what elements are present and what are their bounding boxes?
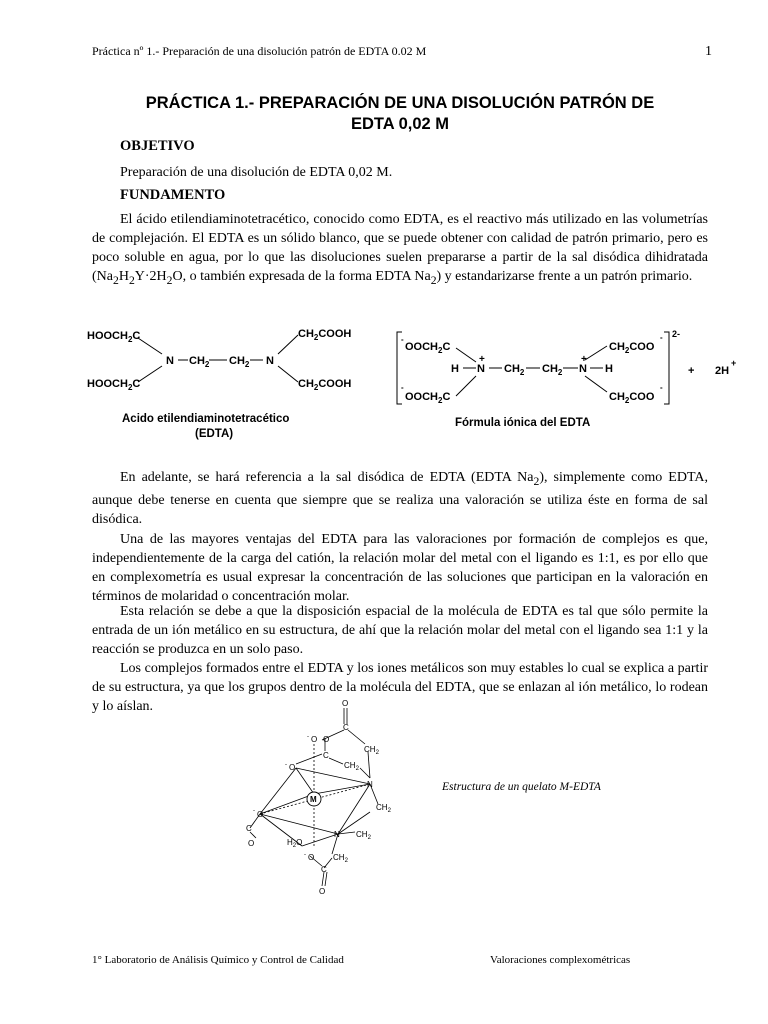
minus-o-2: - [285,762,287,768]
ion-charge-label: 2- [672,329,681,339]
hydrogen-right-label: H [605,363,613,375]
nitrogen-ion-right-label: N [579,363,587,375]
two-protons-label: 2H [715,365,730,377]
objetivo-text: Preparación de una disolución de EDTA 0,02 M. [120,165,393,180]
ch2-4: $CH_2$ [356,830,371,841]
paragraph-3: Una de las mayores ventajas del EDTA para las valoraciones por formación de complejos es que, independientemente de la carga del catión, la relación molar del metal con el ligando es 1:1, es por ello que en complexometría es usual expresar la concentración de las soluciones que participan en la valoración en términos de molaridad o concentración molar. [92,532,708,604]
ch2-5: $CH_2$ [333,853,348,864]
two-protons-plus: + [731,358,737,368]
running-title: Práctica nº 1.- Preparación de una disolución patrón de EDTA 0.02 M [92,44,427,58]
paragraph-5: Los complejos formados entre el EDTA y los iones metálicos son muy estables lo cual se explica a partir de su estructura, ya que los grupos dentro de la molécula del EDTA, que se enlazan al ión metálico, lo rodean y lo aíslan. [92,661,708,714]
fundamento-paragraph-1: El ácido etilendiaminotetracético, conocido como EDTA, es el reactivo más utilizado en las volumetrías de complejación. El EDTA es un sólido blanco, que se puede obtener con calidad de patrón primario, pero es poco soluble en agua, por lo que las disoluciones suelen prepararse a partir de la sal disódica dihidratada ($Na_2H_2Y\cdot 2H_2O$, o también expresada de la forma EDTA $Na_2$) y estandarizarse frente a un patrón primario. [92,212,708,287]
nitrogen-ion-left-label: N [477,363,485,375]
metal-label: M [310,795,317,804]
ch2-right-label: $CH_2$ [229,355,250,369]
minus-bottom-left: - [401,383,404,392]
objetivo-heading: OBJETIVO [120,138,195,154]
paragraph-4: Esta relación se debe a que la disposición espacial de la molécula de EDTA es tal que sólo permite la entrada de un ión metálico en su estructura, de ahí que la relación molar del metal con el ligando sea 1:1 y la reacción se produzca en un solo paso. [92,604,708,657]
carbonyl-o-5: O [319,887,326,896]
acid-caption-line-2: (EDTA) [195,428,234,440]
ooch2c-top-label: $OOCH_2C$ [405,341,451,355]
oxygen-3: O [257,810,264,819]
footer-right: Valoraciones complexométricas [490,954,631,966]
minus-top-right: - [660,333,663,342]
carbon-2: C [323,751,329,760]
water-ligand: $H_2O$ [287,838,303,849]
carbon-3: C [246,824,252,833]
ooch2c-bottom-label: $OOCH_2C$ [405,391,451,405]
minus-o-1: - [307,734,309,740]
running-header [92,44,712,59]
carbon-5: C [321,865,327,874]
hooch2c-bottom-label: $HOOCH_2C$ [87,378,141,392]
acid-bonds [138,335,298,382]
plus-sign-label: + [688,365,695,377]
fundamento-heading: FUNDAMENTO [120,187,226,203]
title-line-2: EDTA 0,02 M [350,115,450,133]
ch2coo-bottom-label: $CH_2COO$ [609,391,655,405]
plus-left: + [479,354,485,365]
chelate-structure-figure [230,696,430,896]
plus-right: + [581,354,587,365]
page-number: 1 [705,44,712,59]
ch2cooh-top-label: $CH_2COOH$ [298,328,352,342]
carbonyl-o-3: O [248,839,255,848]
oxygen-4: O [308,853,315,862]
carbonyl-o-top: O [342,699,349,708]
minus-bottom-right: - [660,383,663,392]
carbon-top: C [343,723,349,732]
chelate-caption: Estructura de un quelato M-EDTA [442,781,601,793]
ch2-3: $CH_2$ [376,803,391,814]
acid-caption-line-1: Acido etilendiaminotetracético [122,413,290,425]
title-line-1: PRÁCTICA 1.- PREPARACIÓN DE UNA DISOLUCIÓN PATRÓN DE [145,94,655,112]
ionic-caption: Fórmula iónica del EDTA [455,417,591,429]
ch2-left-label: $CH_2$ [189,355,210,369]
minus-o-3: - [253,808,255,814]
minus-o-4: - [304,852,306,858]
ch2coo-top-label: $CH_2COO$ [609,341,655,355]
edta-structure-figure [0,310,768,460]
paragraph-2: En adelante, se hará referencia a la sal disódica de EDTA (EDTA $Na_2$), simplemente como EDTA, aunque debe tenerse en cuenta que siempre que se realiza una valoración se utiliza éste en forma de sal disódica. [92,470,708,527]
page-title [100,93,700,135]
hooch2c-top-label: $HOOCH_2C$ [87,330,141,344]
ch2-2: $CH_2$ [344,761,359,772]
oxygen-2: O [289,763,296,772]
minus-top-left: - [401,335,404,344]
footer-left: 1° Laboratorio de Análisis Químico y Control de Calidad [92,954,344,966]
carbonyl-o-2: O [323,735,330,744]
nitrogen-bottom: N [334,830,340,839]
ch2-ion-left-label: $CH_2$ [504,363,525,377]
nitrogen-right-label: N [266,355,274,367]
ch2-top: $CH_2$ [364,745,379,756]
nitrogen-left-label: N [166,355,174,367]
nitrogen-top: N [367,780,373,789]
ch2cooh-bottom-label: $CH_2COOH$ [298,378,352,392]
ch2-ion-right-label: $CH_2$ [542,363,563,377]
oxygen-1: O [311,735,318,744]
hydrogen-left-label: H [451,363,459,375]
